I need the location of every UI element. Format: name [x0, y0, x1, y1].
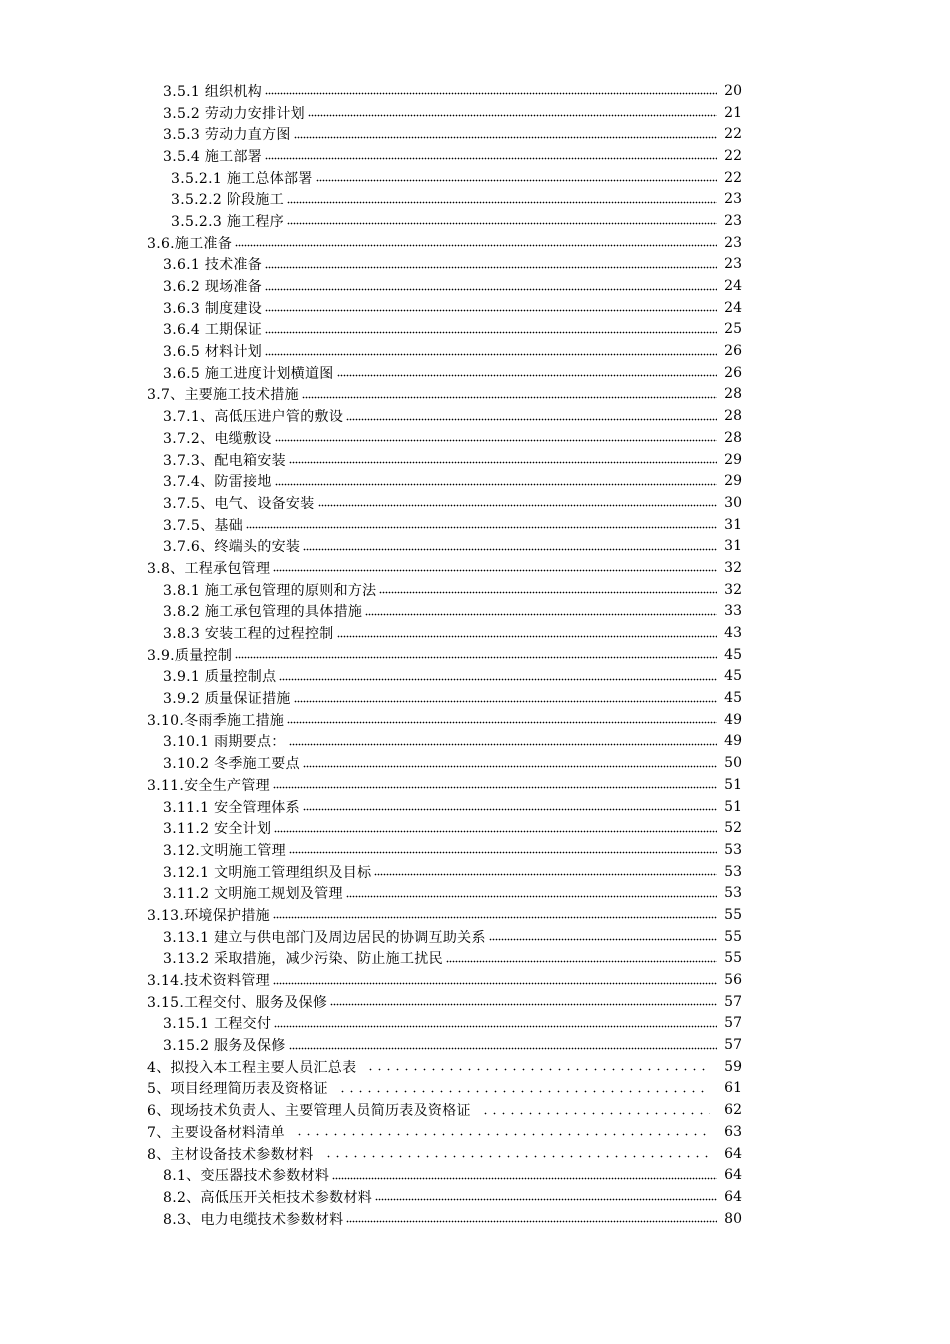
toc-entry-label: 3.7.4、防雷接地	[163, 474, 272, 491]
toc-entry-label: 3.7.2、电缆敷设	[163, 430, 272, 447]
toc-entry[interactable]	[0, 362, 950, 384]
toc-entry[interactable]	[0, 882, 950, 904]
toc-dot-leader	[330, 1000, 717, 1010]
toc-dot-leader	[265, 262, 717, 272]
toc-entry[interactable]	[0, 145, 950, 167]
toc-dot-leader	[246, 523, 717, 533]
toc-dot-leader	[481, 1108, 710, 1118]
toc-entry-label: 3.8、工程承包管理	[147, 560, 271, 577]
toc-dot-leader	[338, 1086, 710, 1096]
toc-entry-page: 20	[724, 82, 742, 99]
toc-entry-page: 50	[724, 755, 742, 772]
toc-entry-page: 45	[724, 646, 742, 663]
toc-entry-label: 3.6.3 制度建设	[163, 300, 263, 317]
toc-entry[interactable]	[0, 991, 950, 1013]
toc-dot-leader	[324, 1152, 710, 1162]
toc-entry-label: 3.10.1 雨期要点：	[163, 734, 286, 751]
toc-dot-leader	[302, 392, 717, 402]
toc-dot-leader	[274, 826, 717, 836]
toc-entry[interactable]	[0, 210, 950, 232]
toc-entry[interactable]	[0, 644, 950, 666]
toc-entry[interactable]	[0, 427, 950, 449]
toc-dot-leader	[275, 479, 717, 489]
toc-dot-leader	[374, 870, 717, 880]
toc-entry-page: 23	[724, 191, 742, 208]
toc-entry[interactable]	[0, 123, 950, 145]
toc-entry-page: 29	[724, 451, 742, 468]
toc-entry[interactable]	[0, 579, 950, 601]
toc-dot-leader	[294, 696, 717, 706]
toc-entry-page: 21	[724, 104, 742, 121]
toc-dot-leader	[287, 219, 717, 229]
toc-entry-label: 3.9.2 质量保证措施	[163, 691, 291, 708]
toc-entry[interactable]	[0, 709, 950, 731]
toc-entry-page: 59	[724, 1058, 742, 1075]
toc-dot-leader	[265, 306, 717, 316]
toc-dot-leader	[308, 111, 717, 121]
toc-entry-page: 31	[724, 516, 742, 533]
toc-entry-label: 3.5.4 施工部署	[163, 148, 263, 165]
toc-dot-leader	[295, 1130, 710, 1140]
toc-entry[interactable]	[0, 904, 950, 926]
toc-entry-label: 5、项目经理简历表及资格证	[147, 1081, 328, 1098]
toc-entry-label: 3.13.2 采取措施，减少污染、防止施工扰民	[163, 951, 443, 968]
toc-entry[interactable]	[0, 80, 950, 102]
toc-entry[interactable]	[0, 384, 950, 406]
toc-entry[interactable]	[0, 1208, 950, 1230]
toc-entry[interactable]	[0, 405, 950, 427]
toc-entry-label: 3.5.3 劳动力直方图	[163, 127, 291, 144]
toc-entry-page: 80	[724, 1210, 742, 1227]
toc-entry[interactable]	[0, 948, 950, 970]
toc-entry[interactable]	[0, 817, 950, 839]
toc-entry-page: 64	[724, 1167, 742, 1184]
toc-entry-label: 3.7、主要施工技术措施	[147, 387, 299, 404]
toc-entry[interactable]	[0, 492, 950, 514]
toc-dot-leader	[265, 327, 717, 337]
toc-entry-page: 26	[724, 364, 742, 381]
toc-dot-leader	[294, 132, 717, 142]
toc-dot-leader	[366, 1065, 710, 1075]
toc-entry-label: 3.5.2.2 阶段施工	[171, 192, 285, 209]
toc-entry[interactable]	[0, 601, 950, 623]
toc-entry-label: 6、现场技术负责人、主要管理人员简历表及资格证	[147, 1103, 471, 1120]
toc-dot-leader	[318, 501, 717, 511]
toc-entry-label: 3.12.文明施工管理	[163, 842, 286, 859]
toc-entry-page: 30	[724, 494, 742, 511]
toc-entry-page: 62	[724, 1102, 742, 1119]
toc-entry-label: 8.1、变压器技术参数材料	[163, 1168, 330, 1185]
toc-entry-page: 23	[724, 256, 742, 273]
toc-entry-label: 3.13.环境保护措施	[147, 907, 270, 924]
toc-entry-label: 8.3、电力电缆技术参数材料	[163, 1211, 344, 1228]
toc-entry[interactable]	[0, 622, 950, 644]
toc-dot-leader	[346, 1217, 717, 1227]
toc-entry[interactable]	[0, 1143, 950, 1165]
toc-dot-leader	[274, 1021, 717, 1031]
toc-dot-leader	[379, 588, 717, 598]
toc-entry[interactable]	[0, 297, 950, 319]
toc-dot-leader	[337, 631, 717, 641]
toc-entry-label: 3.6.1 技术准备	[163, 257, 263, 274]
toc-entry-page: 63	[724, 1123, 742, 1140]
toc-entry[interactable]	[0, 340, 950, 362]
toc-entry-page: 43	[724, 625, 742, 642]
toc-entry-page: 31	[724, 538, 742, 555]
toc-entry-page: 45	[724, 668, 742, 685]
toc-entry-label: 3.6.5 施工进度计划横道图	[163, 365, 334, 382]
toc-dot-leader	[265, 284, 717, 294]
toc-entry-page: 45	[724, 690, 742, 707]
toc-entry-page: 23	[724, 212, 742, 229]
toc-entry[interactable]	[0, 188, 950, 210]
toc-dot-leader	[303, 805, 717, 815]
toc-entry-page: 61	[724, 1080, 742, 1097]
toc-entry-label: 3.14.技术资料管理	[147, 973, 270, 990]
toc-entry-page: 29	[724, 473, 742, 490]
toc-dot-leader	[265, 89, 717, 99]
toc-entry-label: 3.15.工程交付、服务及保修	[147, 994, 328, 1011]
toc-entry-page: 32	[724, 559, 742, 576]
toc-entry[interactable]	[0, 557, 950, 579]
toc-entry-page: 28	[724, 386, 742, 403]
toc-entry[interactable]	[0, 752, 950, 774]
toc-dot-leader	[235, 241, 717, 251]
toc-entry-page: 26	[724, 343, 742, 360]
toc-entry[interactable]	[0, 969, 950, 991]
toc-entry[interactable]	[0, 1078, 950, 1100]
toc-dot-leader	[273, 783, 717, 793]
toc-entry-page: 56	[724, 972, 742, 989]
toc-entry[interactable]	[0, 102, 950, 124]
toc-entry-label: 3.7.5、基础	[163, 517, 244, 534]
toc-dot-leader	[279, 674, 717, 684]
toc-entry-page: 49	[724, 711, 742, 728]
toc-entry-page: 55	[724, 950, 742, 967]
toc-entry[interactable]	[0, 926, 950, 948]
toc-dot-leader	[446, 956, 717, 966]
toc-entry[interactable]	[0, 861, 950, 883]
toc-entry-label: 3.7.1、高低压进户管的敷设	[163, 409, 344, 426]
toc-entry-page: 55	[724, 928, 742, 945]
toc-dot-leader	[289, 458, 717, 468]
toc-entry-label: 3.6.5 材料计划	[163, 344, 263, 361]
toc-dot-leader	[303, 761, 717, 771]
toc-entry-page: 53	[724, 863, 742, 880]
toc-entry-page: 57	[724, 1015, 742, 1032]
toc-entry-label: 3.15.2 服务及保修	[163, 1038, 286, 1055]
toc-entry-page: 57	[724, 993, 742, 1010]
toc-entry-label: 3.8.2 施工承包管理的具体措施	[163, 604, 363, 621]
toc-entry-page: 53	[724, 841, 742, 858]
toc-entry-label: 3.5.2.1 施工总体部署	[171, 170, 313, 187]
toc-entry[interactable]	[0, 1121, 950, 1143]
toc-entry-label: 3.8.1 施工承包管理的原则和方法	[163, 582, 377, 599]
toc-entry-label: 3.7.3、配电箱安装	[163, 452, 286, 469]
toc-entry[interactable]	[0, 1186, 950, 1208]
toc-entry-page: 51	[724, 798, 742, 815]
toc-entry-label: 3.9.质量控制	[147, 647, 233, 664]
toc-entry-page: 24	[724, 299, 742, 316]
toc-entry[interactable]	[0, 1056, 950, 1078]
toc-entry-page: 64	[724, 1188, 742, 1205]
toc-entry-page: 28	[724, 408, 742, 425]
toc-entry[interactable]	[0, 514, 950, 536]
toc-entry[interactable]	[0, 470, 950, 492]
toc-entry[interactable]	[0, 774, 950, 796]
toc-entry[interactable]	[0, 254, 950, 276]
toc-entry-page: 52	[724, 820, 742, 837]
toc-entry-page: 55	[724, 906, 742, 923]
toc-entry-label: 3.5.2.3 施工程序	[171, 213, 285, 230]
toc-entry-page: 53	[724, 885, 742, 902]
toc-entry[interactable]	[0, 687, 950, 709]
toc-dot-leader	[332, 1173, 717, 1183]
toc-entry-label: 3.6.施工准备	[147, 235, 233, 252]
toc-entry-label: 4、拟投入本工程主要人员汇总表	[147, 1059, 357, 1076]
toc-dot-leader	[265, 349, 717, 359]
toc-entry-page: 22	[724, 126, 742, 143]
toc-dot-leader	[273, 913, 717, 923]
toc-entry-label: 3.6.4 工期保证	[163, 322, 263, 339]
toc-entry[interactable]	[0, 1034, 950, 1056]
toc-entry[interactable]	[0, 275, 950, 297]
toc-dot-leader	[289, 848, 717, 858]
toc-entry-label: 3.6.2 现场准备	[163, 279, 263, 296]
toc-entry-label: 3.9.1 质量控制点	[163, 669, 277, 686]
toc-entry-label: 3.5.2 劳动力安排计划	[163, 105, 305, 122]
toc-entry[interactable]	[0, 1013, 950, 1035]
toc-entry-label: 3.11.2 安全计划	[163, 821, 272, 838]
toc-entry[interactable]	[0, 731, 950, 753]
toc-entry[interactable]	[0, 535, 950, 557]
toc-entry-page: 28	[724, 429, 742, 446]
toc-dot-leader	[287, 718, 717, 728]
table-of-contents	[0, 80, 950, 1229]
toc-dot-leader	[235, 653, 717, 663]
toc-entry[interactable]	[0, 167, 950, 189]
toc-entry-label: 3.7.6、终端头的安装	[163, 539, 301, 556]
toc-dot-leader	[275, 436, 717, 446]
toc-entry-label: 3.13.1 建立与供电部门及周边居民的协调互助关系	[163, 929, 486, 946]
toc-entry-label: 8.2、高低压开关柜技术参数材料	[163, 1189, 373, 1206]
toc-entry-label: 3.11.1 安全管理体系	[163, 799, 300, 816]
toc-entry-page: 33	[724, 603, 742, 620]
toc-dot-leader	[375, 1195, 717, 1205]
toc-entry-page: 23	[724, 234, 742, 251]
toc-dot-leader	[273, 566, 717, 576]
toc-entry-page: 22	[724, 147, 742, 164]
toc-dot-leader	[303, 544, 717, 554]
toc-entry[interactable]	[0, 839, 950, 861]
toc-entry-page: 49	[724, 733, 742, 750]
toc-dot-leader	[489, 935, 717, 945]
toc-entry-label: 3.10.冬雨季施工措施	[147, 712, 285, 729]
toc-entry-label: 3.12.1 文明施工管理组织及目标	[163, 864, 372, 881]
toc-entry[interactable]	[0, 666, 950, 688]
toc-entry-page: 51	[724, 776, 742, 793]
toc-dot-leader	[365, 609, 717, 619]
toc-dot-leader	[289, 1043, 717, 1053]
toc-entry-label: 3.15.1 工程交付	[163, 1016, 272, 1033]
toc-dot-leader	[346, 891, 717, 901]
toc-entry[interactable]	[0, 1099, 950, 1121]
toc-entry[interactable]	[0, 449, 950, 471]
toc-entry[interactable]	[0, 796, 950, 818]
toc-entry-page: 22	[724, 169, 742, 186]
toc-dot-leader	[337, 371, 717, 381]
toc-dot-leader	[346, 414, 717, 424]
toc-dot-leader	[273, 978, 717, 988]
toc-entry-page: 24	[724, 278, 742, 295]
toc-entry-page: 64	[724, 1145, 742, 1162]
toc-entry[interactable]	[0, 232, 950, 254]
toc-entry-label: 3.7.5、电气、设备安装	[163, 495, 315, 512]
toc-entry-label: 3.5.1 组织机构	[163, 83, 263, 100]
toc-entry[interactable]	[0, 319, 950, 341]
toc-entry-label: 8、主材设备技术参数材料	[147, 1146, 314, 1163]
toc-entry-label: 3.10.2 冬季施工要点	[163, 756, 300, 773]
toc-dot-leader	[289, 739, 717, 749]
toc-dot-leader	[316, 176, 717, 186]
toc-entry-label: 7、主要设备材料清单	[147, 1124, 285, 1141]
toc-entry-page: 32	[724, 581, 742, 598]
toc-entry-page: 25	[724, 321, 742, 338]
toc-entry-label: 3.11.安全生产管理	[147, 777, 270, 794]
toc-entry-page: 57	[724, 1037, 742, 1054]
toc-dot-leader	[265, 154, 717, 164]
toc-entry-label: 3.11.2 文明施工规划及管理	[163, 886, 343, 903]
toc-entry-label: 3.8.3 安装工程的过程控制	[163, 626, 334, 643]
toc-entry[interactable]	[0, 1164, 950, 1186]
toc-dot-leader	[287, 197, 717, 207]
